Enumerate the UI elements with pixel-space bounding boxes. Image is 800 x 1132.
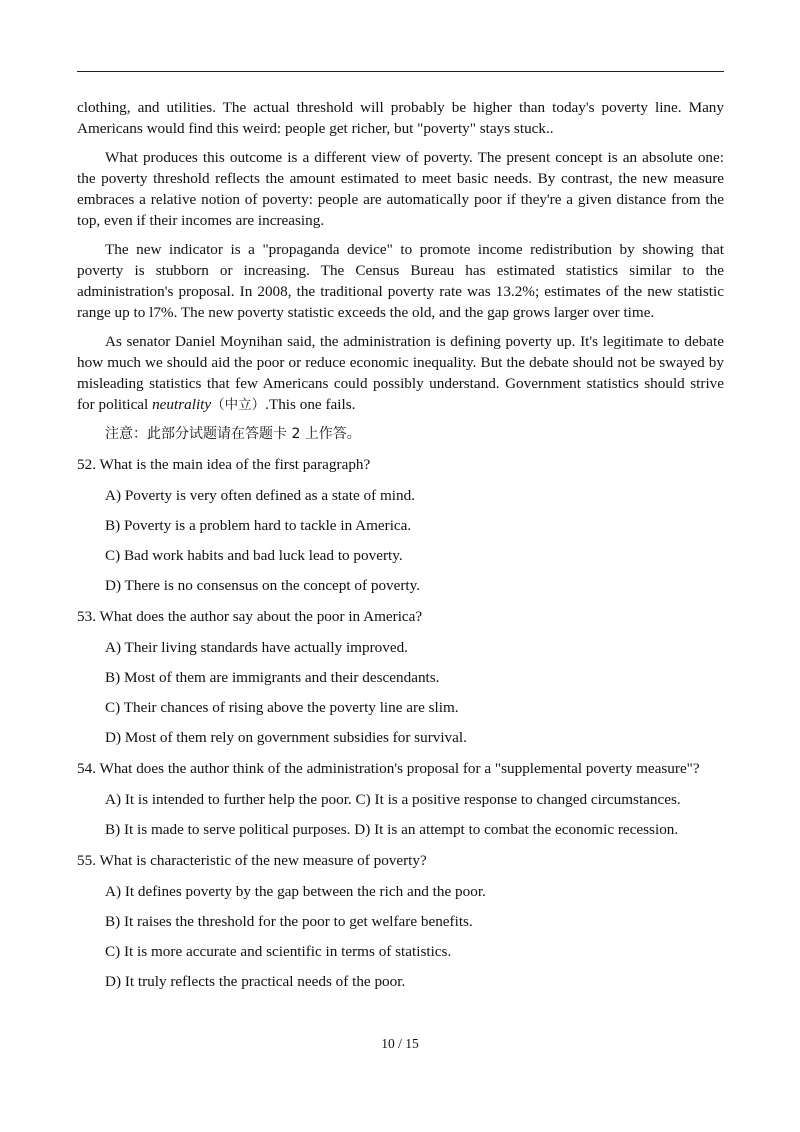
paragraph-4-text: As senator Daniel Moynihan said, the administration is defining poverty up. It's legitimate to debate how much we should aid the poor or reduce economic inequality. But the debate should not be swayed by misleading statistics that few Americans could possibly understand. Government statistics should strive for political — [77, 333, 724, 413]
option-c: C) Their chances of rising above the poverty line are slim. — [105, 699, 459, 716]
option-a: A) Poverty is very often defined as a state of mind. — [105, 487, 415, 504]
option-a-c: A) It is intended to further help the poor. C) It is a positive response to changed circumstances. — [105, 791, 681, 808]
page-content — [77, 97, 724, 1002]
question-text: 55. What is characteristic of the new measure of poverty? — [77, 852, 427, 869]
option-c: C) Bad work habits and bad luck lead to poverty. — [105, 547, 403, 564]
answer-sheet-note: 注意：此部分试题请在答题卡 2 上作答。 — [105, 426, 361, 442]
option-a: A) Their living standards have actually improved. — [105, 639, 408, 656]
passage-paragraph-4 — [77, 331, 724, 416]
question-text: 52. What is the main idea of the first paragraph? — [77, 456, 371, 473]
passage-paragraph-3: The new indicator is a "propaganda device" to promote income redistribution by showing that poverty is stubborn or increasing. The Census Bureau has estimated statistics similar to the administration's proposal. In 2008, the traditional poverty rate was 13.2%; estimates of the new statistic range up to l7%. The new poverty statistic exceeds the old, and the gap grows larger over time. — [77, 241, 724, 321]
option-d: D) Most of them rely on government subsidies for survival. — [105, 729, 467, 746]
question-54 — [77, 758, 724, 840]
option-b: B) It raises the threshold for the poor to get welfare benefits. — [105, 913, 473, 930]
question-55 — [77, 850, 724, 992]
passage-paragraph-2: What produces this outcome is a different view of poverty. The present concept is an absolute one: the poverty threshold reflects the amount estimated to meet basic needs. By contrast, the new measure embraces a relative notion of poverty: people are automatically poor if they're a given distance from the top, even if their incomes are increasing. — [77, 149, 724, 229]
paragraph-4-italic-word: neutrality — [152, 396, 212, 413]
header-rule — [77, 71, 724, 72]
question-text: 53. What does the author say about the poor in America? — [77, 608, 423, 625]
option-b: B) Most of them are immigrants and their descendants. — [105, 669, 440, 686]
paragraph-4-gloss: （中立） — [211, 397, 266, 413]
option-b: B) Poverty is a problem hard to tackle in America. — [105, 517, 412, 534]
option-c: C) It is more accurate and scientific in terms of statistics. — [105, 943, 452, 960]
option-a: A) It defines poverty by the gap between the rich and the poor. — [105, 883, 486, 900]
question-text: 54. What does the author think of the administration's proposal for a "supplemental poverty measure"? — [77, 760, 700, 777]
option-d: D) It truly reflects the practical needs of the poor. — [105, 973, 406, 990]
question-52 — [77, 454, 724, 596]
option-d: D) There is no consensus on the concept of poverty. — [105, 577, 421, 594]
page-number: 10 / 15 — [381, 1036, 419, 1051]
option-b-d: B) It is made to serve political purposes. D) It is an attempt to combat the economic recession. — [105, 821, 679, 838]
passage-paragraph-1: clothing, and utilities. The actual threshold will probably be higher than today's poverty line. Many Americans would find this weird: people get richer, but "poverty" stays stuck.. — [77, 99, 724, 137]
question-53 — [77, 606, 724, 748]
paragraph-4-ending: .This one fails. — [265, 396, 356, 413]
